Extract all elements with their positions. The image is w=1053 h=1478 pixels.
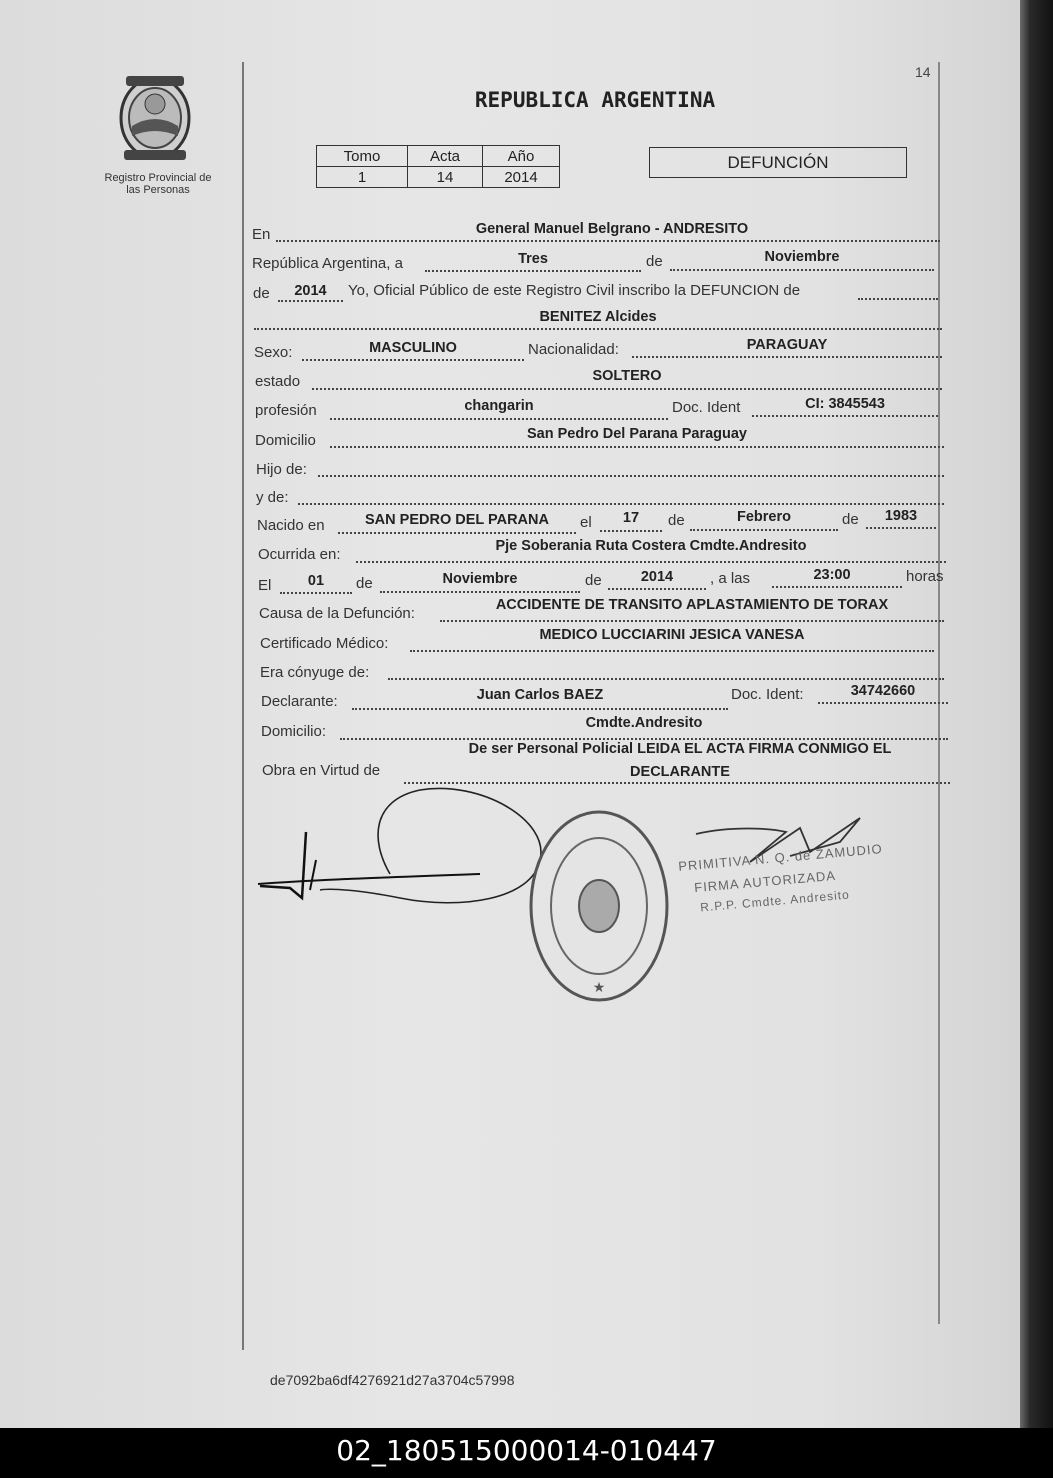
sexo-label: Sexo: bbox=[254, 344, 293, 361]
dotted-line bbox=[388, 678, 944, 680]
doc-ident-value: CI: 3845543 bbox=[805, 396, 885, 412]
hijo-de-label: Hijo de: bbox=[256, 461, 307, 478]
estado-value: SOLTERO bbox=[592, 368, 662, 384]
svg-text:★: ★ bbox=[592, 979, 606, 995]
value-tomo: 1 bbox=[317, 167, 408, 188]
dotted-line bbox=[858, 298, 938, 300]
table-header-row bbox=[317, 146, 560, 167]
dotted-line bbox=[330, 446, 944, 448]
declarant-signature bbox=[250, 780, 550, 920]
doc-ident-label: Doc. Ident bbox=[672, 399, 741, 416]
dotted-line bbox=[340, 738, 948, 740]
signer-name: PRIMITIVA N. Q. de ZAMUDIO bbox=[677, 841, 884, 874]
month-value: Noviembre bbox=[764, 249, 840, 265]
left-margin-line bbox=[242, 62, 244, 1350]
a-las-label: , a las bbox=[710, 570, 751, 587]
day-value: Tres bbox=[518, 251, 548, 267]
de-label: de bbox=[842, 511, 859, 528]
value-acta: 14 bbox=[408, 167, 483, 188]
dotted-line bbox=[752, 415, 938, 417]
dotted-line bbox=[312, 388, 942, 390]
dotted-line bbox=[276, 240, 940, 242]
de-label: de bbox=[585, 572, 602, 589]
dotted-line bbox=[356, 561, 946, 563]
death-place-value: Pje Soberania Ruta Costera Cmdte.Andresito bbox=[495, 538, 807, 554]
sexo-value: MASCULINO bbox=[369, 340, 457, 356]
dotted-line bbox=[410, 650, 934, 652]
nacionalidad-value: PARAGUAY bbox=[746, 337, 828, 353]
causa-value: ACCIDENTE DE TRANSITO APLASTAMIENTO DE TORAX bbox=[495, 597, 889, 613]
deceased-name-value: BENITEZ Alcides bbox=[539, 309, 657, 325]
declarante-value: Juan Carlos BAEZ bbox=[476, 687, 604, 703]
domicilio-label: Domicilio bbox=[255, 432, 316, 449]
year-value: 2014 bbox=[294, 283, 327, 299]
dotted-line bbox=[318, 475, 944, 477]
profesion-label: profesión bbox=[255, 402, 317, 419]
registry-label-line1: Registro Provincial de bbox=[104, 172, 212, 184]
header-tomo: Tomo bbox=[317, 146, 408, 167]
de-label: de bbox=[356, 575, 373, 592]
header-acta: Acta bbox=[408, 146, 483, 167]
ocurrida-label: Ocurrida en: bbox=[258, 546, 341, 563]
header-ano: Año bbox=[483, 146, 560, 167]
signer-office: R.P.P. Cmdte. Andresito bbox=[699, 887, 851, 915]
death-month-value: Noviembre bbox=[442, 571, 518, 587]
footer-id-bar: 02_180515000014-010447 bbox=[0, 1428, 1053, 1478]
value-ano: 2014 bbox=[483, 167, 560, 188]
birth-month-value: Febrero bbox=[737, 509, 791, 525]
death-year-value: 2014 bbox=[640, 569, 674, 585]
oficial-text: Yo, Oficial Público de este Registro Civil inscribo la DEFUNCION de bbox=[348, 282, 801, 299]
birthplace-value: SAN PEDRO DEL PARANA bbox=[365, 512, 549, 528]
certificado-label: Certificado Médico: bbox=[260, 635, 389, 652]
birth-year-value: 1983 bbox=[884, 508, 918, 524]
registry-label-line2: las Personas bbox=[126, 184, 190, 196]
death-time-value: 23:00 bbox=[813, 567, 851, 583]
dotted-line bbox=[380, 591, 580, 593]
dotted-line bbox=[772, 586, 902, 588]
nacionalidad-label: Nacionalidad: bbox=[528, 341, 619, 358]
dotted-line bbox=[425, 270, 641, 272]
registry-round-seal bbox=[524, 806, 674, 1006]
place-value: General Manuel Belgrano - ANDRESITO bbox=[475, 221, 749, 237]
record-type-box: DEFUNCIÓN bbox=[649, 147, 907, 178]
nacido-label: Nacido en bbox=[257, 517, 325, 534]
dotted-line bbox=[338, 532, 576, 534]
causa-label: Causa de la Defunción: bbox=[259, 605, 415, 622]
conyuge-label: Era cónyuge de: bbox=[260, 664, 370, 681]
obra-value-line1: De ser Personal Policial LEIDA EL ACTA FIRMA CONMIGO EL bbox=[468, 741, 892, 757]
obra-label: Obra en Virtud de bbox=[262, 762, 381, 779]
dotted-line bbox=[352, 708, 728, 710]
de-label: de bbox=[253, 285, 270, 302]
dotted-line bbox=[600, 530, 662, 532]
dotted-line bbox=[632, 356, 942, 358]
dotted-line bbox=[608, 588, 706, 590]
de-label: de bbox=[668, 512, 685, 529]
dotted-line bbox=[302, 359, 524, 361]
table-row bbox=[317, 167, 560, 188]
el-label: el bbox=[580, 514, 592, 531]
dotted-line bbox=[818, 702, 948, 704]
el-label: El bbox=[258, 577, 272, 594]
dotted-line bbox=[254, 328, 942, 330]
misiones-seal-logo bbox=[112, 70, 198, 166]
declarante-doc-value: 34742660 bbox=[850, 683, 916, 699]
document-hash: de7092ba6df4276921d27a3704c57998 bbox=[270, 1372, 515, 1388]
dotted-line bbox=[440, 620, 944, 622]
declarante-doc-label: Doc. Ident: bbox=[731, 686, 804, 703]
y-de-label: y de: bbox=[256, 489, 289, 506]
de-label: de bbox=[646, 253, 663, 270]
horas-label: horas bbox=[906, 568, 944, 585]
declarante-label: Declarante: bbox=[261, 693, 338, 710]
document-title: REPUBLICA ARGENTINA bbox=[474, 88, 716, 112]
signer-title: FIRMA AUTORIZADA bbox=[693, 867, 837, 896]
dotted-line bbox=[690, 529, 838, 531]
profesion-value: changarin bbox=[464, 398, 534, 414]
estado-label: estado bbox=[255, 373, 301, 390]
book-reference-table bbox=[316, 145, 560, 188]
death-day-value: 01 bbox=[307, 573, 325, 589]
declarante-domicilio-value: Cmdte.Andresito bbox=[585, 715, 703, 731]
dotted-line bbox=[278, 300, 343, 302]
dotted-line bbox=[330, 418, 668, 420]
birth-day-value: 17 bbox=[622, 510, 640, 526]
certificado-value: MEDICO LUCCIARINI JESICA VANESA bbox=[539, 627, 805, 643]
dotted-line bbox=[298, 503, 944, 505]
dotted-line bbox=[866, 527, 936, 529]
registry-label bbox=[88, 172, 228, 196]
republica-label: República Argentina, a bbox=[252, 255, 403, 272]
page-number: 14 bbox=[915, 64, 931, 80]
obra-value-line2: DECLARANTE bbox=[630, 764, 730, 780]
dotted-line bbox=[670, 269, 934, 271]
book-binding-edge bbox=[1020, 0, 1053, 1428]
domicilio-value: San Pedro Del Parana Paraguay bbox=[526, 426, 747, 442]
en-label: En bbox=[252, 226, 271, 243]
declarante-domicilio-label: Domicilio: bbox=[261, 723, 327, 740]
dotted-line bbox=[280, 592, 352, 594]
